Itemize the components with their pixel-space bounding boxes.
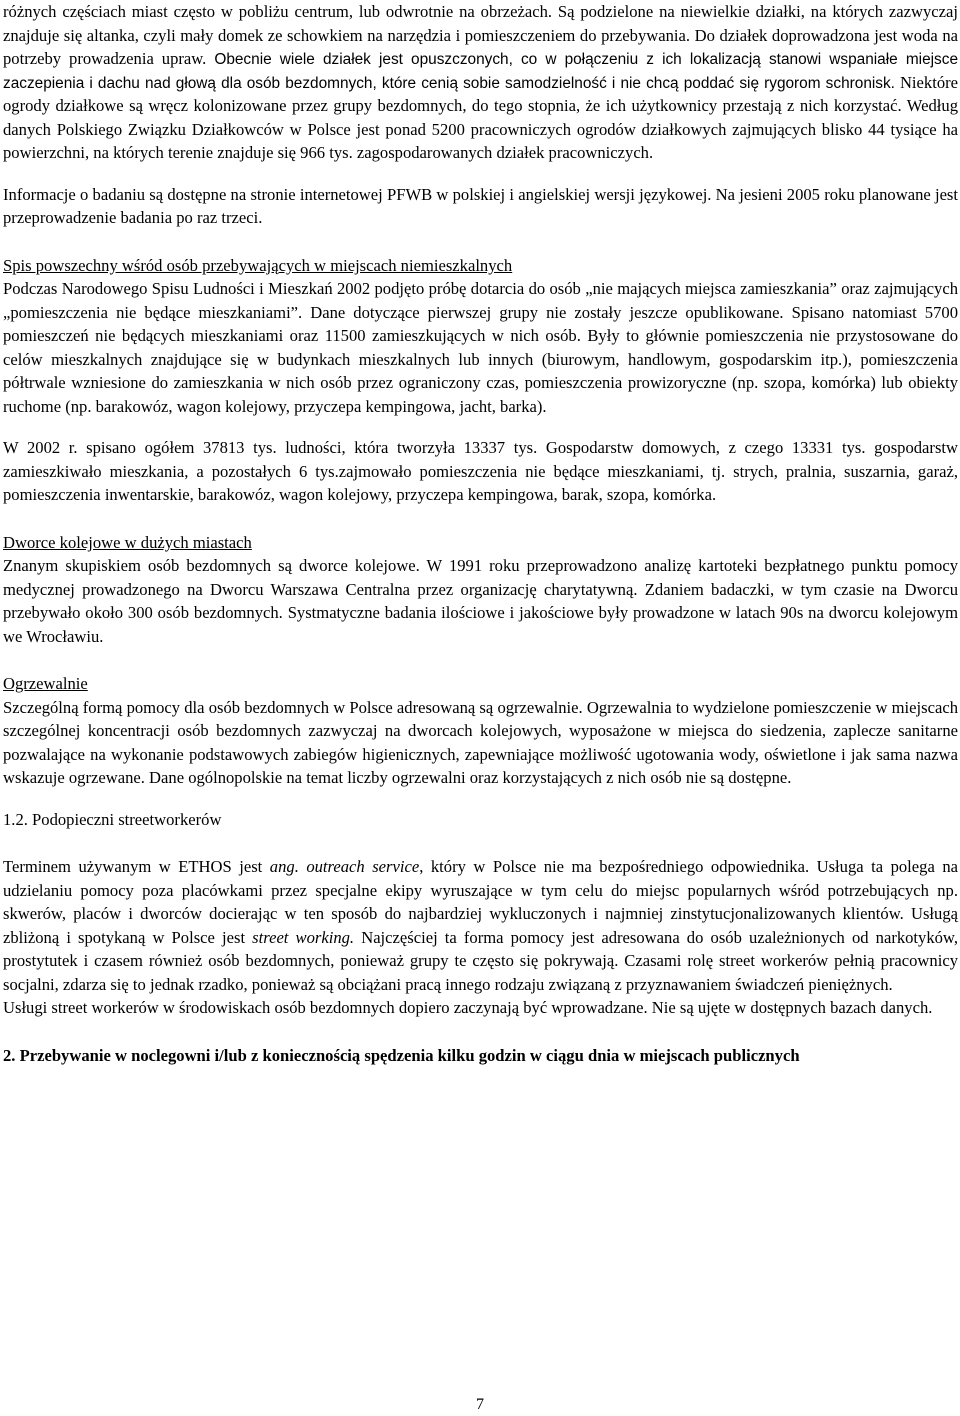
streetworkers-text-a: Terminem używanym w ETHOS jest [3, 857, 270, 877]
allotment-text-2: Obecnie wiele działek jest opuszczonych, co w połączeniu z ich lokalizacją stanowi wspaniałe miejsce zaczepienia i dachu nad głową dla osób bezdomnych, które cenią sobie samodzielność i nie chcą poddać się rygorom schronisk. [3, 51, 958, 92]
census-body: Podczas Narodowego Spisu Ludności i Mieszkań 2002 podjęto próbę dotarcia do osób „nie mających miejsca zamieszkania” oraz zajmujących „pomieszczenia nie będące mieszkaniami”. Dane dotyczące pierwszej grupy nie zostały jeszcze opublikowane. Spisano natomiast 5700 pomieszczeń nie będących mieszkaniami oraz 11500 zamieszkujących w nich osób. Były to głównie pomieszczenia nie przystosowane do celów mieszkalnych znajdujące się w budynkach mieszkalnych lub innych (biurowym, handlowym, gospodarskim itp.), pomieszczenia półtrwale wzniesione do zamieszkania w nich osób przez ograniczony czas, pomieszczenia prowizoryczne (np. szopa, komórka) lub obiekty ruchome (np. barakowóz, wagon kolejowy, przyczepa kempingowa, jacht, barka). [3, 279, 958, 416]
allotment-text-3: Niektóre ogrody działkowe są wręcz kolonizowane przez grupy bezdomnych, do tego stopnia, że ich użytkownicy przestają z nich korzystać. Według danych Polskiego Związku Działkowców w Polsce jest ponad 5200 pracowniczych ogrodów działkowych zajmujących blisko 44 tysiące ha powierzchni, na których terenie znajduje się 966 tys. zagospodarowanych działek pracowniczych. [3, 72, 959, 163]
streetworkers-text-b: , który w Polsce nie ma bezpośredniego odpowiednika. Usługa ta polega na udzielaniu pomocy poza placówkami przez specjalne ekipy wyruszające w tym celu do miejsc popularnych wśród potrzebujących np. skwerów, placów i dworców docierając w ten sposób do najbardziej wykluczonych i najmniej zinstytucjonalizowanych klientów. Usługą zbliżoną i spotykaną w Polsce jest [3, 857, 958, 947]
stations-heading: Dworce kolejowe w dużych miastach [3, 532, 252, 552]
document-page [3, 0, 958, 1067]
allotment-gardens-paragraph [3, 0, 958, 165]
streetworkers-ang-term: ang. outreach service [269, 857, 420, 877]
census-heading: Spis powszechny wśród osób przebywających w miejscach niemieszkalnych [3, 255, 513, 275]
warming-shelters-section [3, 672, 958, 790]
streetworkers-street-working: street working. [252, 927, 355, 947]
census-section [3, 254, 958, 419]
streetworkers-paragraph [3, 855, 958, 1020]
streetworkers-text-2: Usługi street workerów w środowiskach osób bezdomnych dopiero zaczynają być wprowadzane. Nie są ujęte w dostępnych bazach danych. [3, 998, 933, 1018]
page-number: 7 [476, 1396, 484, 1413]
stations-body: Znanym skupiskiem osób bezdomnych są dworce kolejowe. W 1991 roku przeprowadzono analizę kartoteki bezpłatnego punktu pomocy medycznej prowadzonego na Dworcu Warszawa Centralna przez organizację charytatywną. Zdaniem badaczki, w tym czasie na Dworcu przebywało około 300 osób bezdomnych. Systmatyczne badania ilościowe i jakościowe były prowadzone w latach 90s na dworcu kolejowym we Wrocławiu. [3, 556, 958, 646]
streetworkers-text-c: Najczęściej ta forma pomocy jest adresowana do osób uzależnionych od narkotyków, prostytutek i czasem również osób bezdomnych, ponieważ grupy te często się pokrywają. Czasami rolę street workerów pełnią pracownicy socjalni, zdarza się to jednak rzadko, ponieważ są obciążani pracą innego rodzaju związaną z przyznawaniem świadczeń pieniężnych. [3, 927, 958, 994]
section-2-heading: 2. Przebywanie w noclegowni i/lub z koniecznością spędzenia kilku godzin w ciągu dnia w miejscach publicznych [3, 1045, 800, 1065]
shelters-body: Szczególną formą pomocy dla osób bezdomnych w Polsce adresowaną są ogrzewalnie. Ogrzewalnia to wydzielone pomieszczenie w miejscach szczególnej koncentracji osób bezdomnych zazwyczaj na dworcach kolejowych, wyposażone w miejsca do siedzenia, zaplecze sanitarne pozwalające na wykonanie podstawowych zabiegów higienicznych, zapewniające możliwość ugotowania wody, oświetlone i jak sama nazwa wskazuje ogrzewane. Dane ogólnopolskie na temat liczby ogrzewalni oraz korzystających z nich osób nie są dostępne. [3, 697, 958, 788]
railway-stations-section [3, 531, 958, 649]
section-1-2-heading: 1.2. Podopieczni streetworkerów [3, 809, 222, 829]
census-body-2: W 2002 r. spisano ogółem 37813 tys. ludności, która tworzyła 13337 tys. Gospodarstw domowych, z czego 13331 tys. gospodarstw zamieszkiwało mieszkania, a pozostałych 6 tys.zajmowało pomieszczenia nie będące mieszkaniami, tj. strych, pralnia, suszarnia, garaż, pomieszczenia inwentarskie, barakowóz, wagon kolejowy, przyczepa kempingowa, barak, szopa, komórka. [3, 438, 958, 505]
shelters-heading: Ogrzewalnie [3, 674, 88, 694]
allotment-text-1: różnych częściach miast często w pobliżu centrum, lub odwrotnie na obrzeżach. Są podzielone na niewielkie działki, na których zazwyczaj znajduje się altanka, czyli mały domek ze schowkiem na narzędzia i pomieszczeniem do przebywania. Do działek doprowadzona jest woda na potrzeby prowadzenia upraw. [3, 2, 958, 68]
survey-info-paragraph: Informacje o badaniu są dostępne na stronie internetowej PFWB w polskiej i angielskiej wersji językowej. Na jesieni 2005 roku planowane jest przeprowadzenie badania po raz trzeci. [3, 184, 958, 228]
